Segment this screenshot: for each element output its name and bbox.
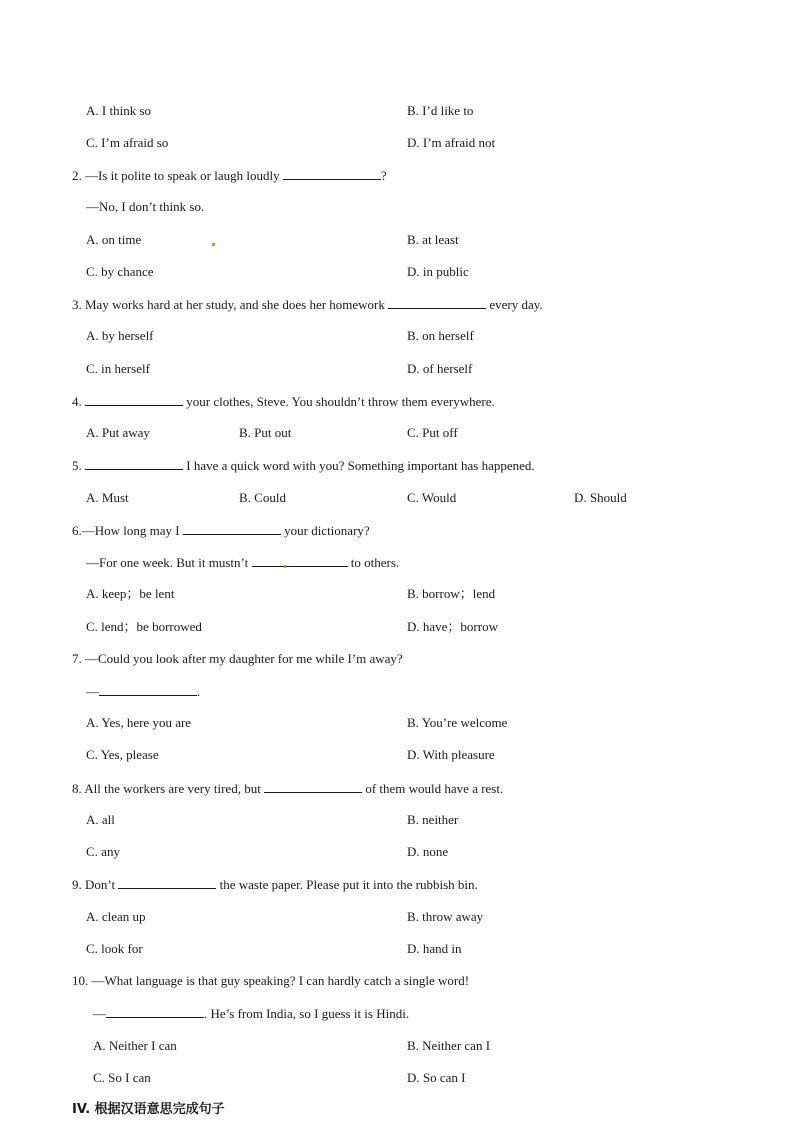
question-text: All the workers are very tired, but — [84, 781, 261, 796]
answer-blank — [283, 167, 381, 180]
question-number: 9. — [72, 877, 82, 892]
question-number: 2. — [72, 168, 82, 183]
question-7-reply — [86, 683, 200, 700]
option-a: A. all — [86, 812, 115, 827]
question-text: —What language is that guy speaking? I can hardly catch a single word! — [91, 973, 470, 988]
question-6-stem — [72, 522, 370, 539]
question-number: 3. — [72, 297, 82, 312]
option-c: C. look for — [86, 941, 143, 956]
question-text: —Could you look after my daughter for me while I’m away? — [85, 651, 403, 666]
option-d: D. So can I — [407, 1070, 466, 1085]
question-text-end: of them would have a rest. — [365, 781, 504, 796]
reply-text: — — [93, 1006, 106, 1021]
question-9-stem — [72, 876, 478, 893]
answer-blank — [99, 683, 197, 696]
yellow-dot-mark — [284, 565, 286, 568]
option-c: C. lend；be borrowed — [86, 619, 202, 634]
option-b: B. throw away — [407, 909, 484, 924]
question-text-end: I have a quick word with you? Something important has happened. — [186, 458, 535, 473]
option-c: C. any — [86, 844, 120, 859]
option-b: B. Neither can I — [407, 1038, 491, 1053]
question-text: May works hard at her study, and she does her homework — [85, 297, 385, 312]
answer-blank — [264, 780, 362, 793]
question-number: 5. — [72, 458, 82, 473]
option-b: B. neither — [407, 812, 459, 827]
yellow-dot-mark — [212, 243, 215, 246]
option-c: C. So I can — [93, 1070, 151, 1085]
option-b: B. Put out — [239, 425, 292, 440]
option-a: A. Yes, here you are — [86, 715, 192, 730]
question-text-end: the waste paper. Please put it into the rubbish bin. — [219, 877, 478, 892]
question-text-end: your dictionary? — [284, 523, 370, 538]
option-d: D. hand in — [407, 941, 462, 956]
option-d: D. With pleasure — [407, 747, 495, 762]
reply-text-end: . — [197, 684, 201, 699]
answer-blank — [118, 876, 216, 889]
reply-text-end: . He’s from India, so I guess it is Hindi. — [204, 1006, 410, 1021]
question-number: 6. — [72, 523, 82, 538]
question-10-stem — [72, 973, 469, 989]
option-b: B. I’d like to — [407, 103, 474, 118]
question-6-reply — [86, 554, 399, 571]
option-a: A. I think so — [86, 103, 151, 118]
option-a: A. Neither I can — [93, 1038, 177, 1053]
question-2-stem — [72, 167, 387, 184]
option-c: C. Yes, please — [86, 747, 159, 762]
option-b: B. at least — [407, 232, 459, 247]
question-text-end: every day. — [489, 297, 543, 312]
question-text-end: your clothes, Steve. You shouldn’t throw them everywhere. — [186, 394, 495, 409]
answer-blank — [85, 457, 183, 470]
option-a: A. by herself — [86, 328, 154, 343]
question-number: 7. — [72, 651, 82, 666]
option-c: C. in herself — [86, 361, 150, 376]
option-d: D. have；borrow — [407, 619, 498, 634]
answer-blank — [272, 554, 348, 567]
question-text-end: ? — [380, 168, 387, 183]
option-d: D. Should — [574, 490, 627, 505]
option-c: C. Put off — [407, 425, 458, 440]
answer-blank — [106, 1005, 204, 1018]
option-c: C. by chance — [86, 264, 154, 279]
option-a: A. Must — [86, 490, 129, 505]
option-d: D. in public — [407, 264, 469, 279]
option-a: A. on time — [86, 232, 142, 247]
question-text: —Is it polite to speak or laugh loudly — [85, 168, 280, 183]
option-b: B. borrow；lend — [407, 586, 496, 601]
question-number: 8. — [72, 781, 82, 796]
answer-blank — [183, 522, 281, 535]
question-number: 10. — [72, 973, 89, 988]
option-c: C. I’m afraid so — [86, 135, 169, 150]
option-b: B. on herself — [407, 328, 474, 343]
option-a: A. Put away — [86, 425, 150, 440]
question-10-reply — [93, 1005, 409, 1022]
answer-blank — [85, 393, 183, 406]
question-5-stem — [72, 457, 535, 474]
question-4-stem — [72, 393, 495, 410]
question-8-stem — [72, 780, 503, 797]
question-3-stem — [72, 296, 543, 313]
option-c: C. Would — [407, 490, 457, 505]
answer-blank-short — [252, 554, 272, 567]
option-a: A. clean up — [86, 909, 146, 924]
option-d: D. none — [407, 844, 449, 859]
option-b: B. You’re welcome — [407, 715, 508, 730]
reply-text: — — [86, 684, 99, 699]
option-d: D. of herself — [407, 361, 473, 376]
option-d: D. I’m afraid not — [407, 135, 496, 150]
question-7-stem — [72, 651, 403, 667]
answer-blank — [388, 296, 486, 309]
question-number: 4. — [72, 394, 82, 409]
option-a: A. keep；be lent — [86, 586, 175, 601]
question-text: Don’t — [85, 877, 116, 892]
option-b: B. Could — [239, 490, 286, 505]
question-text: —How long may I — [81, 523, 180, 538]
section-heading: IV. 根据汉语意思完成句子 — [72, 1102, 225, 1117]
question-2-reply: —No, I don’t think so. — [86, 199, 205, 214]
reply-text: —For one week. But it mustn’t — [86, 555, 249, 570]
reply-text-end: to others. — [350, 555, 400, 570]
